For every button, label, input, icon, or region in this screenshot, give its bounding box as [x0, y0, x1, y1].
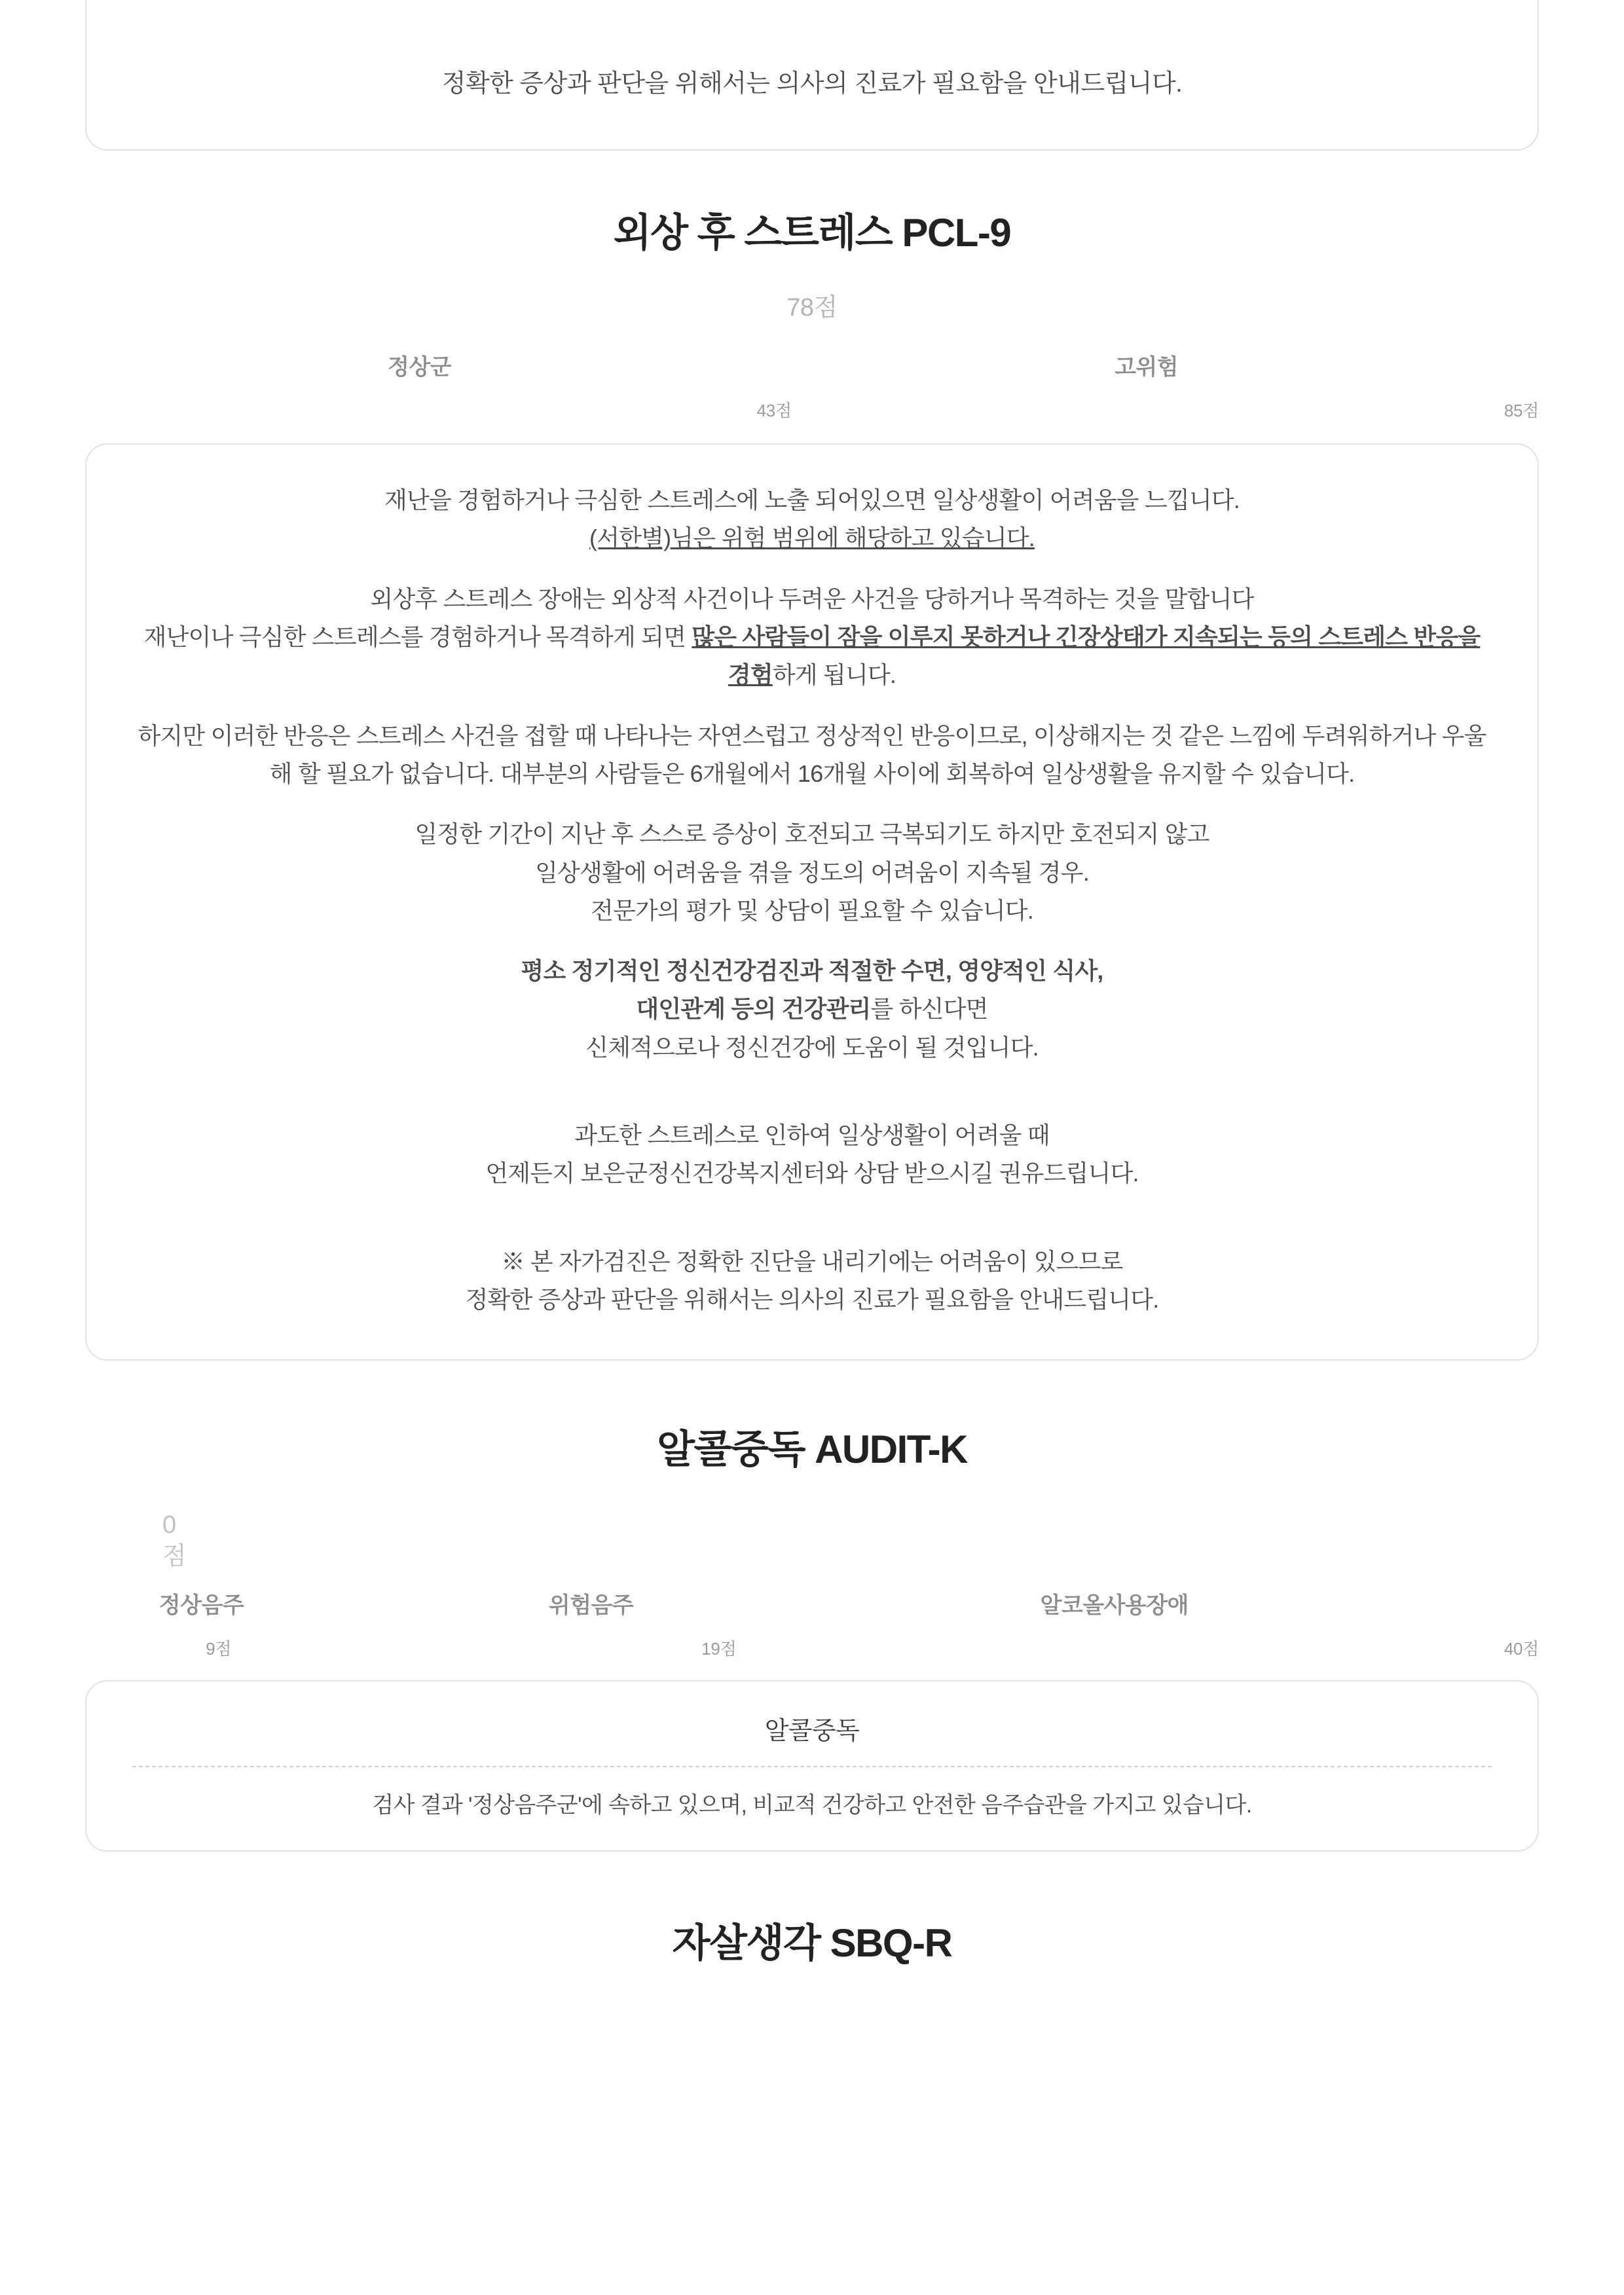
sbqr-section-title: 자살생각 SBQ-R [672, 1921, 952, 1966]
audit-score [162, 1510, 187, 1572]
audit-tick-label: 40점 [1504, 1639, 1539, 1659]
ptsd-desc-line: 과도한 스트레스로 인하여 일상생활이 어려울 때 [574, 1122, 1050, 1149]
ptsd-gauge-zone-labels [85, 349, 1539, 380]
ptsd-desc-paragraph-7 [132, 1243, 1492, 1319]
ptsd-gauge-ticks [85, 397, 1539, 426]
ptsd-desc-paragraph-6 [132, 1116, 1492, 1193]
audit-tick-label: 9점 [206, 1639, 232, 1659]
audit-result-body: 검사 결과 '정상음주군'에 속하고 있으며, 비교적 건강하고 안전한 음주습관을 가지고 있습니다. [372, 1793, 1252, 1818]
ptsd-desc-paragraph-4 [132, 815, 1492, 930]
audit-score-wrap [85, 1510, 1539, 1587]
ptsd-tick-label: 43점 [756, 401, 792, 420]
ptsd-score: 78점 [786, 294, 838, 321]
ptsd-desc-line: 외상후 스트레스 장애는 외상적 사건이나 두려운 사건을 당하거나 목격하는 것을 말합니다 [370, 585, 1254, 612]
ptsd-desc-line: 정확한 증상과 판단을 위해서는 의사의 진료가 필요함을 안내드립니다. [465, 1286, 1159, 1313]
ptsd-desc-line: 재난이나 극심한 스트레스를 경험하거나 목격하게 되면 [143, 623, 692, 650]
audit-zone-label: 위험음주 [548, 1593, 634, 1619]
audit-zone-label: 알코올사용장애 [1040, 1593, 1189, 1619]
audit-score-unit: 점 [162, 1542, 187, 1570]
ptsd-desc-line: 신체적으로나 정신건강에 도움이 될 것입니다. [585, 1033, 1039, 1061]
ptsd-zone-label: 고위험 [1115, 355, 1179, 380]
ptsd-desc-line: 언제든지 보은군정신건강복지센터와 상담 받으시길 권유드립니다. [485, 1160, 1139, 1187]
audit-section-title: 알콜중독 AUDIT-K [657, 1427, 967, 1472]
ptsd-desc-paragraph-3: 하지만 이러한 반응은 스트레스 사건을 접할 때 나타나는 자연스럽고 정상적인 반응이므로, 이상해지는 것 같은 느낌에 두려워하거나 우울해 할 필요가 없습니다. 대부분의 사람들은 6개월에서 16개월 사이에 회복하여 일상생활을 유지할 수 있습니다. [138, 722, 1486, 787]
ptsd-zone-label: 정상군 [388, 355, 452, 380]
audit-zone-label: 정상음주 [158, 1593, 244, 1619]
ptsd-desc-line: 일정한 기간이 지난 후 스스로 증상이 호전되고 극복되기도 하지만 호전되지 않고 [415, 820, 1209, 848]
audit-result-card [85, 1680, 1539, 1852]
ptsd-desc-line-highlight: (서한별)님은 위험 범위에 해당하고 있습니다. [589, 524, 1035, 552]
ptsd-desc-line: 전문가의 평가 및 상담이 필요할 수 있습니다. [591, 896, 1033, 924]
ptsd-tick-label: 85점 [1504, 401, 1539, 420]
ptsd-desc-paragraph-2 [132, 580, 1492, 695]
previous-section-card [85, 0, 1539, 151]
ptsd-desc-line-bold: 대인관계 등의 건강관리 [636, 995, 871, 1023]
ptsd-desc-line-highlight: 많은 사람들이 잠을 이루지 못하거나 긴장상태가 지속되는 등의 스트레스 반응을 경험 [692, 623, 1481, 689]
ptsd-desc-paragraph-5 [132, 952, 1492, 1067]
audit-tick-label: 19점 [701, 1639, 737, 1659]
ptsd-description-card [85, 443, 1539, 1361]
ptsd-desc-paragraph-1 [132, 481, 1492, 558]
ptsd-section-title: 외상 후 스트레스 PCL-9 [613, 211, 1011, 255]
ptsd-desc-line: ※ 본 자가검진은 정확한 진단을 내리기에는 어려움이 있으므로 [501, 1247, 1123, 1275]
audit-score-number: 0 [162, 1511, 177, 1539]
ptsd-desc-line-bold: 평소 정기적인 정신건강검진과 적절한 수면, 영양적인 식사, [521, 957, 1103, 985]
divider [132, 1766, 1492, 1767]
ptsd-desc-line: 일상생활에 어려움을 겪을 정도의 어려움이 지속될 경우. [535, 858, 1089, 886]
audit-result-heading: 알콜중독 [764, 1717, 860, 1746]
audit-gauge-ticks [85, 1636, 1539, 1664]
audit-gauge-zone-labels [85, 1587, 1539, 1619]
ptsd-desc-line: 하게 됩니다. [772, 661, 896, 689]
ptsd-desc-line: 를 하신다면 [870, 995, 988, 1023]
previous-section-note: 정확한 증상과 판단을 위해서는 의사의 진료가 필요함을 안내드립니다. [441, 70, 1183, 98]
ptsd-desc-line: 재난을 경험하거나 극심한 스트레스에 노출 되어있으면 일상생활이 어려움을 느낍니다. [384, 487, 1240, 513]
